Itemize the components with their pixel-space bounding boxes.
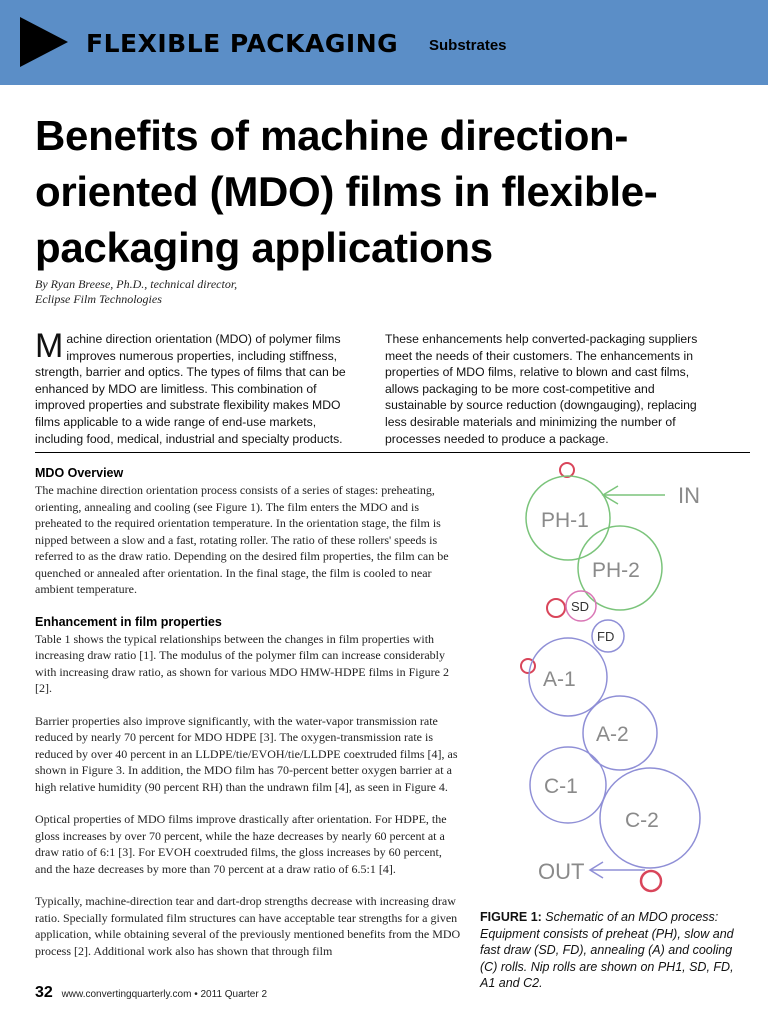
enhancement-paragraph-2: Barrier properties also improve significantly, with the water-vapor transmission rate reduced by nearly 70 percent for MDO HDPE [3]. The oxygen-transmission rate is reduced by over 40 percent in an LLDPE/tie/EVOH/tie/LLDPE coextruded films [4], as shown in Figure 3. In addition, the MDO film has 70-percent better oxygen barrier at a high relative humidity (90 percent RH) than the undrawn film [4], as seen in Figure 4. [35,713,458,794]
roll-c1-label: C-1 [544,775,578,798]
enhancement-paragraph-4: Typically, machine-direction tear and dart-drop strengths decrease with increasing draw ratio. Specially formulated film structures can have acceptable tear strengths for a given application, while obtaining several of the previously mentioned benefits from the MDO process [2]. Additional work also has shown that through film [35,894,461,958]
roll-sd-label: SD [571,599,590,614]
section-label: Substrates [429,37,507,54]
issue-info: www.convertingquarterly.com • 2011 Quarter 2 [61,989,268,1000]
article-title: Benefits of machine direction-oriented (MDO) films in flexible-packaging applications [35,112,658,271]
article-body [35,465,461,959]
intro-right: These enhancements help converted-packaging suppliers meet the needs of their customers. The enhancements in properties of MDO films, relative to blown and cast films, allows packaging to be more cost-competitive and sustainable by source reduction (downgauging), replacing less desirable materials and minimizing the number of processes needed to produce a package. [385,332,698,446]
figure-caption [480,909,750,992]
byline-company: Eclipse Film Technologies [35,292,162,306]
drop-cap: M [35,327,64,365]
roll-a2-label: A-2 [596,723,629,746]
enhancement-heading: Enhancement in film properties [35,614,222,629]
roll-a1-label: A-1 [543,668,576,691]
triangle-icon [20,17,68,67]
caption-label: FIGURE 1: [480,910,542,924]
enhancement-paragraph-1: Table 1 shows the typical relationships between the changes in film properties with increasing draw ratio [1]. The modulus of the polymer film can increase considerably with increasing draw ratio, as shown for various MDO HMW-HDPE films in Figure 2 [2]. [35,631,449,695]
byline-author: By Ryan Breese, Ph.D., technical director, [35,277,238,291]
enhancement-paragraph-3: Optical properties of MDO films improve drastically after orientation. For HDPE, the gloss increases by over 70 percent, while the haze decreases by nearly 60 percent at a draw ratio of 6:1 [3]. For EVOH coextruded films, the gloss increases by 60 percent, and the haze decreases by more than 70 percent at a draw ratio of 6.5:1 [4]. [35,812,447,876]
intro-left [35,327,361,447]
in-label: IN [678,483,700,508]
page-footer [35,984,267,1002]
nip-roll-ph1 [560,463,574,477]
mdo-schematic [500,462,750,902]
out-label: OUT [538,859,585,884]
roll-ph2-label: PH-2 [592,559,640,582]
byline [35,277,237,307]
caption-text: Schematic of an MDO process: Equipment consists of preheat (PH), slow and fast draw (SD, FD), annealing (A) and cooling (C) rolls. Nip rolls are shown on PH1, SD, FD, A1 and C2. [480,910,734,990]
roll-fd-label: FD [597,629,615,644]
header-banner [0,0,768,85]
roll-ph1-label: PH-1 [541,509,589,532]
overview-paragraph: The machine direction orientation process consists of a series of stages: preheating, orienting, annealing and cooling (see Figure 1). The film enters the MDO and is preheated to the required orientation temperature. In the orientation stage, the film is nipped between a slow and a fast, rotating roller. The ratio of these rollers' speeds is referred to as the draw ratio. Depending on the desired film properties, the film can be quenched or annealed after orientation. In the final stage, the film is cooled to near ambient temperature. [35,483,449,596]
roll-c2-label: C-2 [625,809,659,832]
nip-roll-sd [547,599,565,617]
overview-heading: MDO Overview [35,466,124,480]
divider [35,452,750,453]
nip-roll-c2 [641,871,661,891]
intro-left-text: achine direction orientation (MDO) of polymer films improves numerous properties, including stiffness, strength, barrier and optics. The types of films that can be enhanced by MDO are limitless. This combination of improved properties and substrate flexibility makes MDO films applicable to a wide range of end-use markets, including food, medical, industrial and specialty products. [35,332,346,446]
page-number: 32 [35,984,53,1001]
publication-brand: FLEXIBLE PACKAGING [86,29,399,58]
